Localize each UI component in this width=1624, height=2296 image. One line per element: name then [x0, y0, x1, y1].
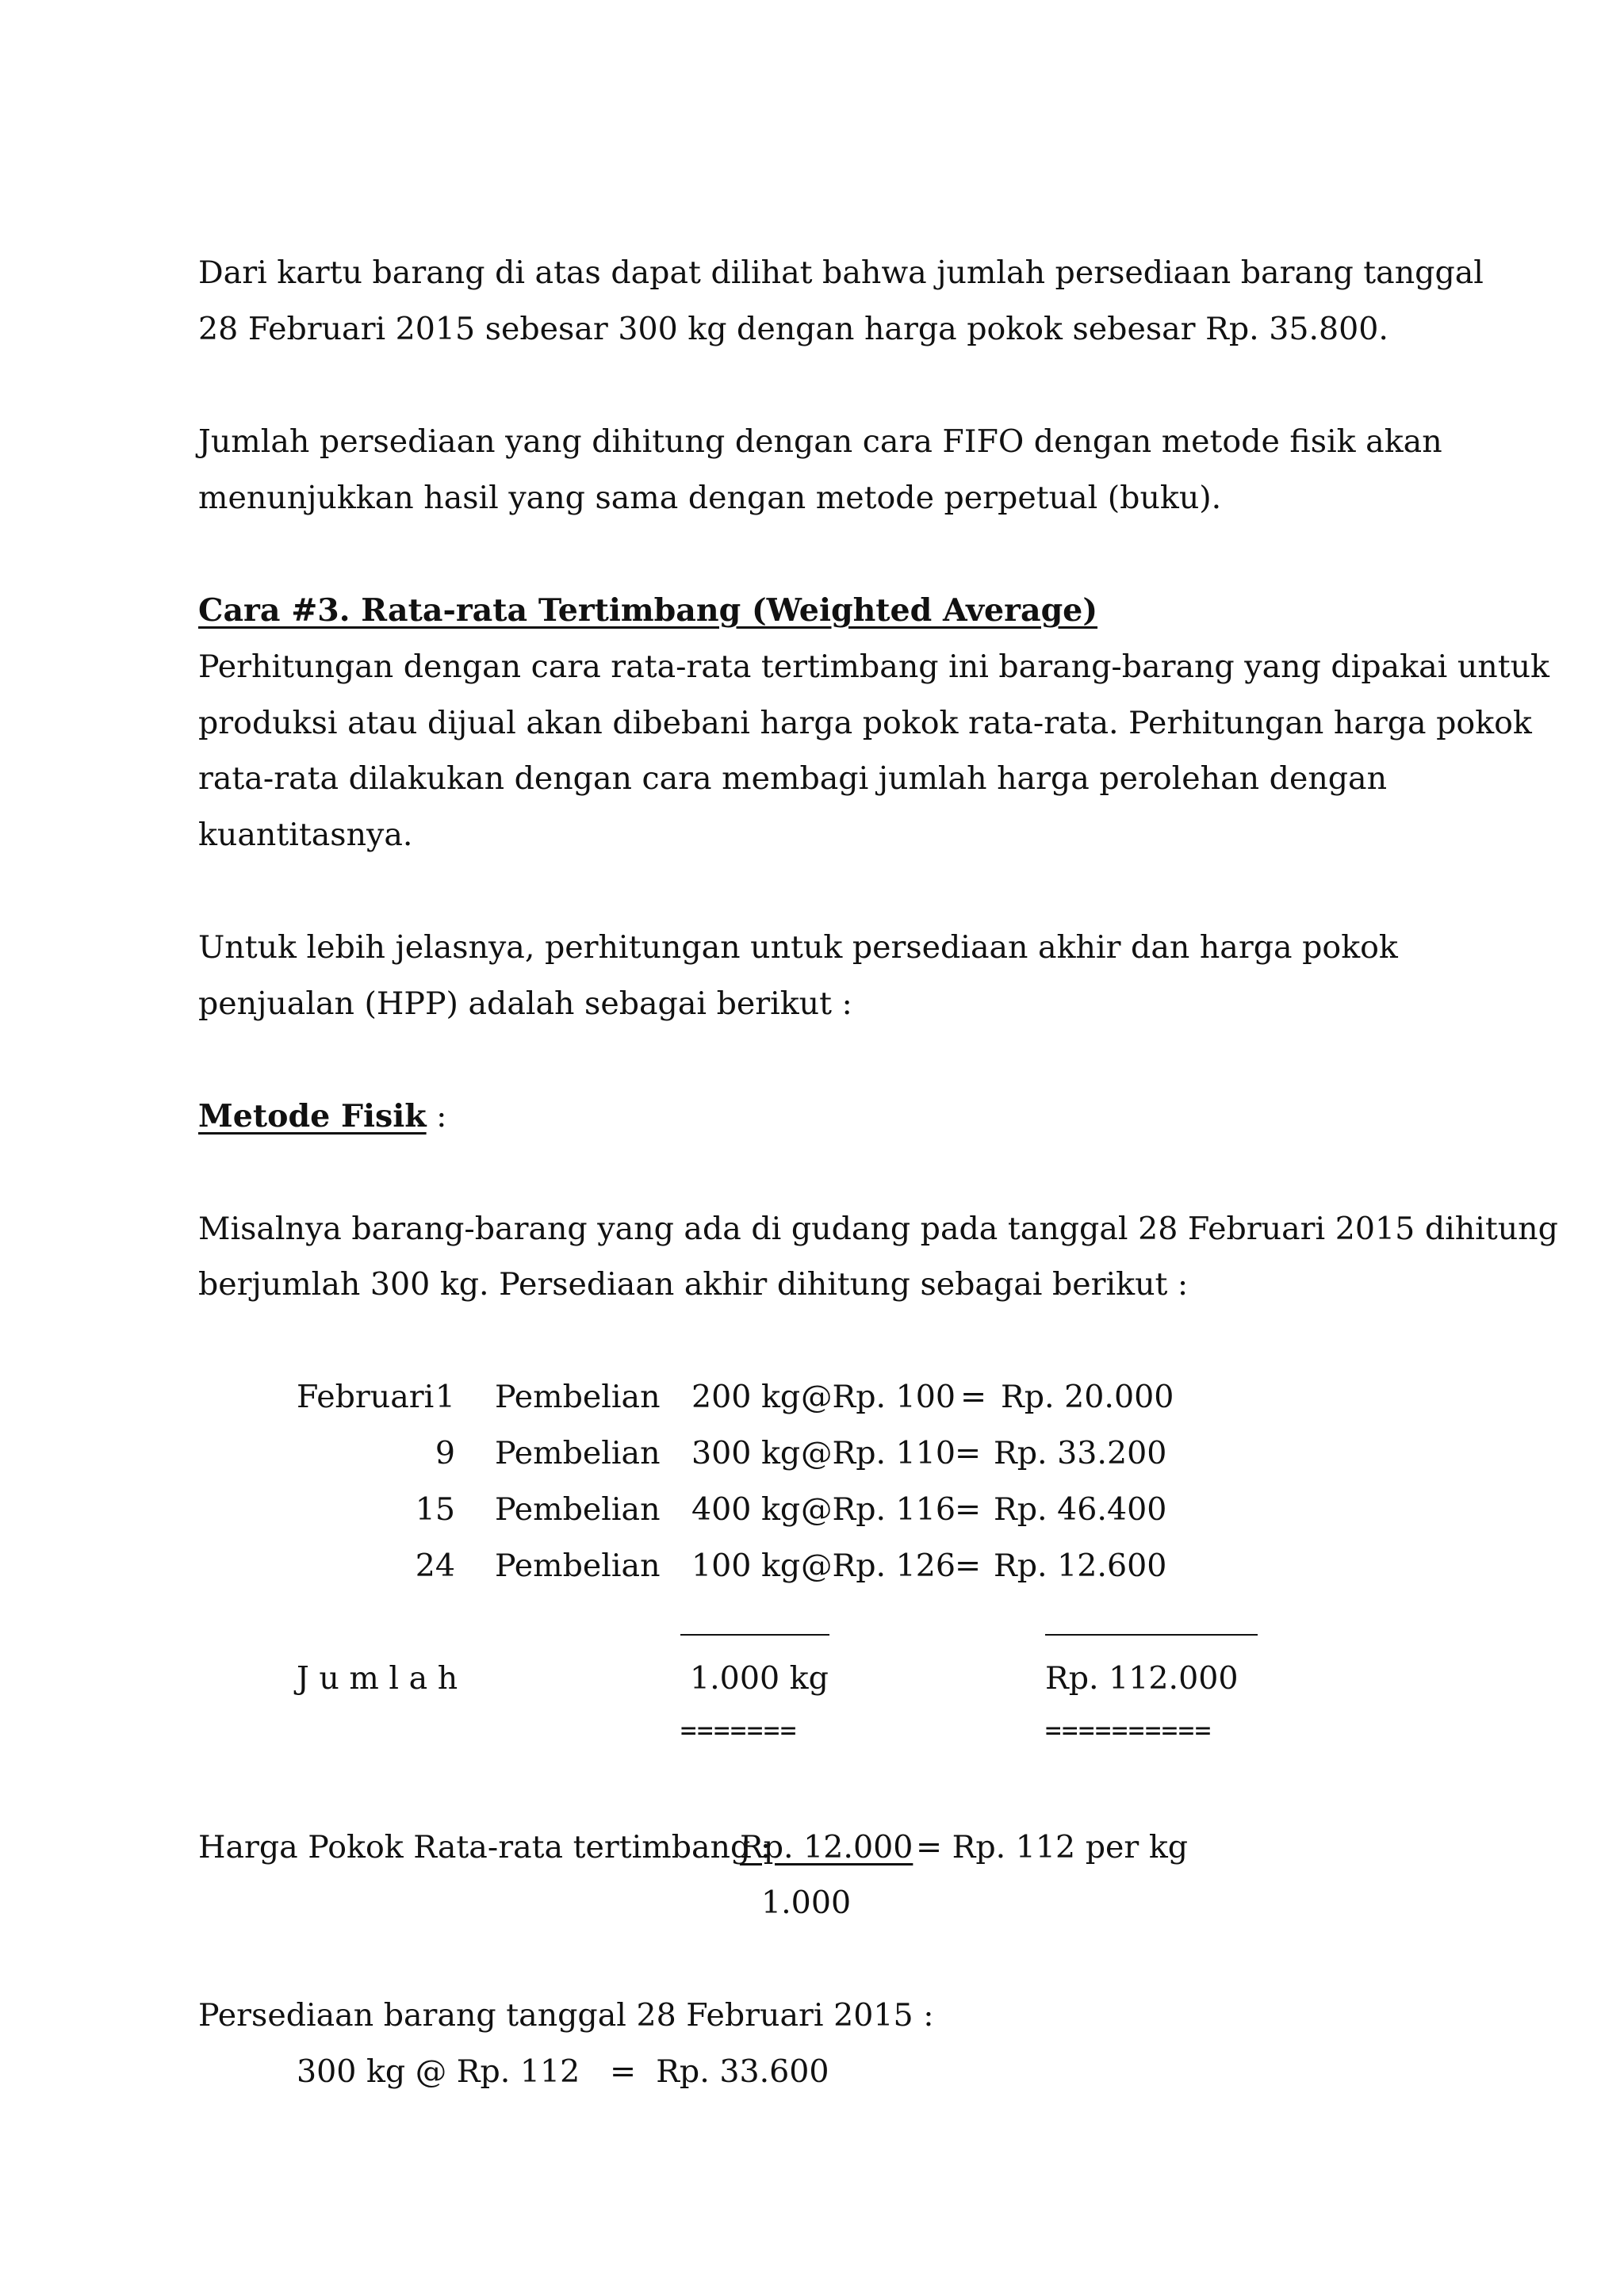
paragraph-4-line-2: penjualan (HPP) adalah sebagai berikut : [198, 985, 852, 1022]
ending-label: Persediaan barang tanggal 28 Februari 2015 : [198, 1997, 934, 2034]
row-day: 24 [415, 1548, 455, 1584]
row-price: @Rp. 100 [801, 1379, 956, 1415]
average-denominator: 1.000 [761, 1885, 852, 1921]
row-type: Pembelian [495, 1491, 661, 1528]
row-qty: 100 kg [691, 1548, 801, 1584]
amount-subtotal-rule [1045, 1634, 1258, 1636]
row-price: @Rp. 116 [801, 1491, 956, 1528]
month-label: Februari [297, 1379, 435, 1415]
row-price: @Rp. 126 [801, 1548, 956, 1584]
paragraph-2-line-2: menunjukkan hasil yang sama dengan metode perpetual (buku). [198, 480, 1222, 516]
average-result: = Rp. 112 per kg [916, 1829, 1189, 1866]
row-total: Rp. 20.000 [1001, 1379, 1174, 1415]
row-day: 9 [435, 1435, 455, 1471]
row-day: 15 [415, 1491, 455, 1528]
row-total: Rp. 46.400 [994, 1491, 1167, 1528]
paragraph-1-line-2: 28 Februari 2015 sebesar 300 kg dengan harga pokok sebesar Rp. 35.800. [198, 311, 1388, 347]
row-qty: 400 kg [691, 1491, 801, 1528]
qty-subtotal-rule [680, 1634, 829, 1636]
amount-double-rule: ========== [1045, 1715, 1212, 1747]
row-equals: = [955, 1548, 982, 1584]
paragraph-3-line-1: Perhitungan dengan cara rata-rata tertimbang ini barang-barang yang dipakai untuk [198, 649, 1549, 685]
paragraph-3-line-2: produksi atau dijual akan dibebani harga pokok rata-rata. Perhitungan harga pokok [198, 705, 1532, 741]
paragraph-3-line-4: kuantitasnya. [198, 817, 413, 853]
paragraph-5-line-2: berjumlah 300 kg. Persediaan akhir dihitung sebagai berikut : [198, 1266, 1189, 1303]
heading-metode-fisik [198, 1098, 447, 1135]
row-equals: = [960, 1379, 987, 1415]
ending-calc: 300 kg @ Rp. 112 = Rp. 33.600 [297, 2053, 829, 2090]
row-qty: 200 kg [691, 1379, 801, 1415]
paragraph-5-line-1: Misalnya barang-barang yang ada di gudang pada tanggal 28 Februari 2015 dihitung [198, 1211, 1558, 1247]
paragraph-3-line-3: rata-rata dilakukan dengan cara membagi jumlah harga perolehan dengan [198, 760, 1388, 797]
row-type: Pembelian [495, 1548, 661, 1584]
paragraph-1-line-1: Dari kartu barang di atas dapat dilihat bahwa jumlah persediaan barang tanggal [198, 254, 1484, 291]
row-total: Rp. 33.200 [994, 1435, 1167, 1471]
paragraph-4-line-1: Untuk lebih jelasnya, perhitungan untuk persediaan akhir dan harga pokok [198, 929, 1398, 966]
row-total: Rp. 12.600 [994, 1548, 1167, 1584]
heading-metode-fisik-text: Metode Fisik [198, 1098, 427, 1135]
total-label: J u m l a h [297, 1660, 458, 1697]
row-equals: = [955, 1435, 982, 1471]
row-qty: 300 kg [691, 1435, 801, 1471]
heading-metode-fisik-colon: : [426, 1098, 447, 1135]
total-amount: Rp. 112.000 [1045, 1660, 1239, 1697]
row-day: 1 [435, 1379, 455, 1415]
row-price: @Rp. 110 [801, 1435, 956, 1471]
paragraph-2-line-1: Jumlah persediaan yang dihitung dengan cara FIFO dengan metode fisik akan [198, 423, 1442, 460]
total-qty: 1.000 kg [690, 1660, 829, 1697]
row-type: Pembelian [495, 1379, 661, 1415]
row-type: Pembelian [495, 1435, 661, 1471]
qty-double-rule: ======= [680, 1715, 797, 1747]
heading-weighted-average: Cara #3. Rata-rata Tertimbang (Weighted Average) [198, 592, 1098, 629]
average-numerator: Rp. 12.000 [740, 1829, 914, 1866]
average-label: Harga Pokok Rata-rata tertimbang : [198, 1829, 772, 1866]
row-equals: = [955, 1491, 982, 1528]
